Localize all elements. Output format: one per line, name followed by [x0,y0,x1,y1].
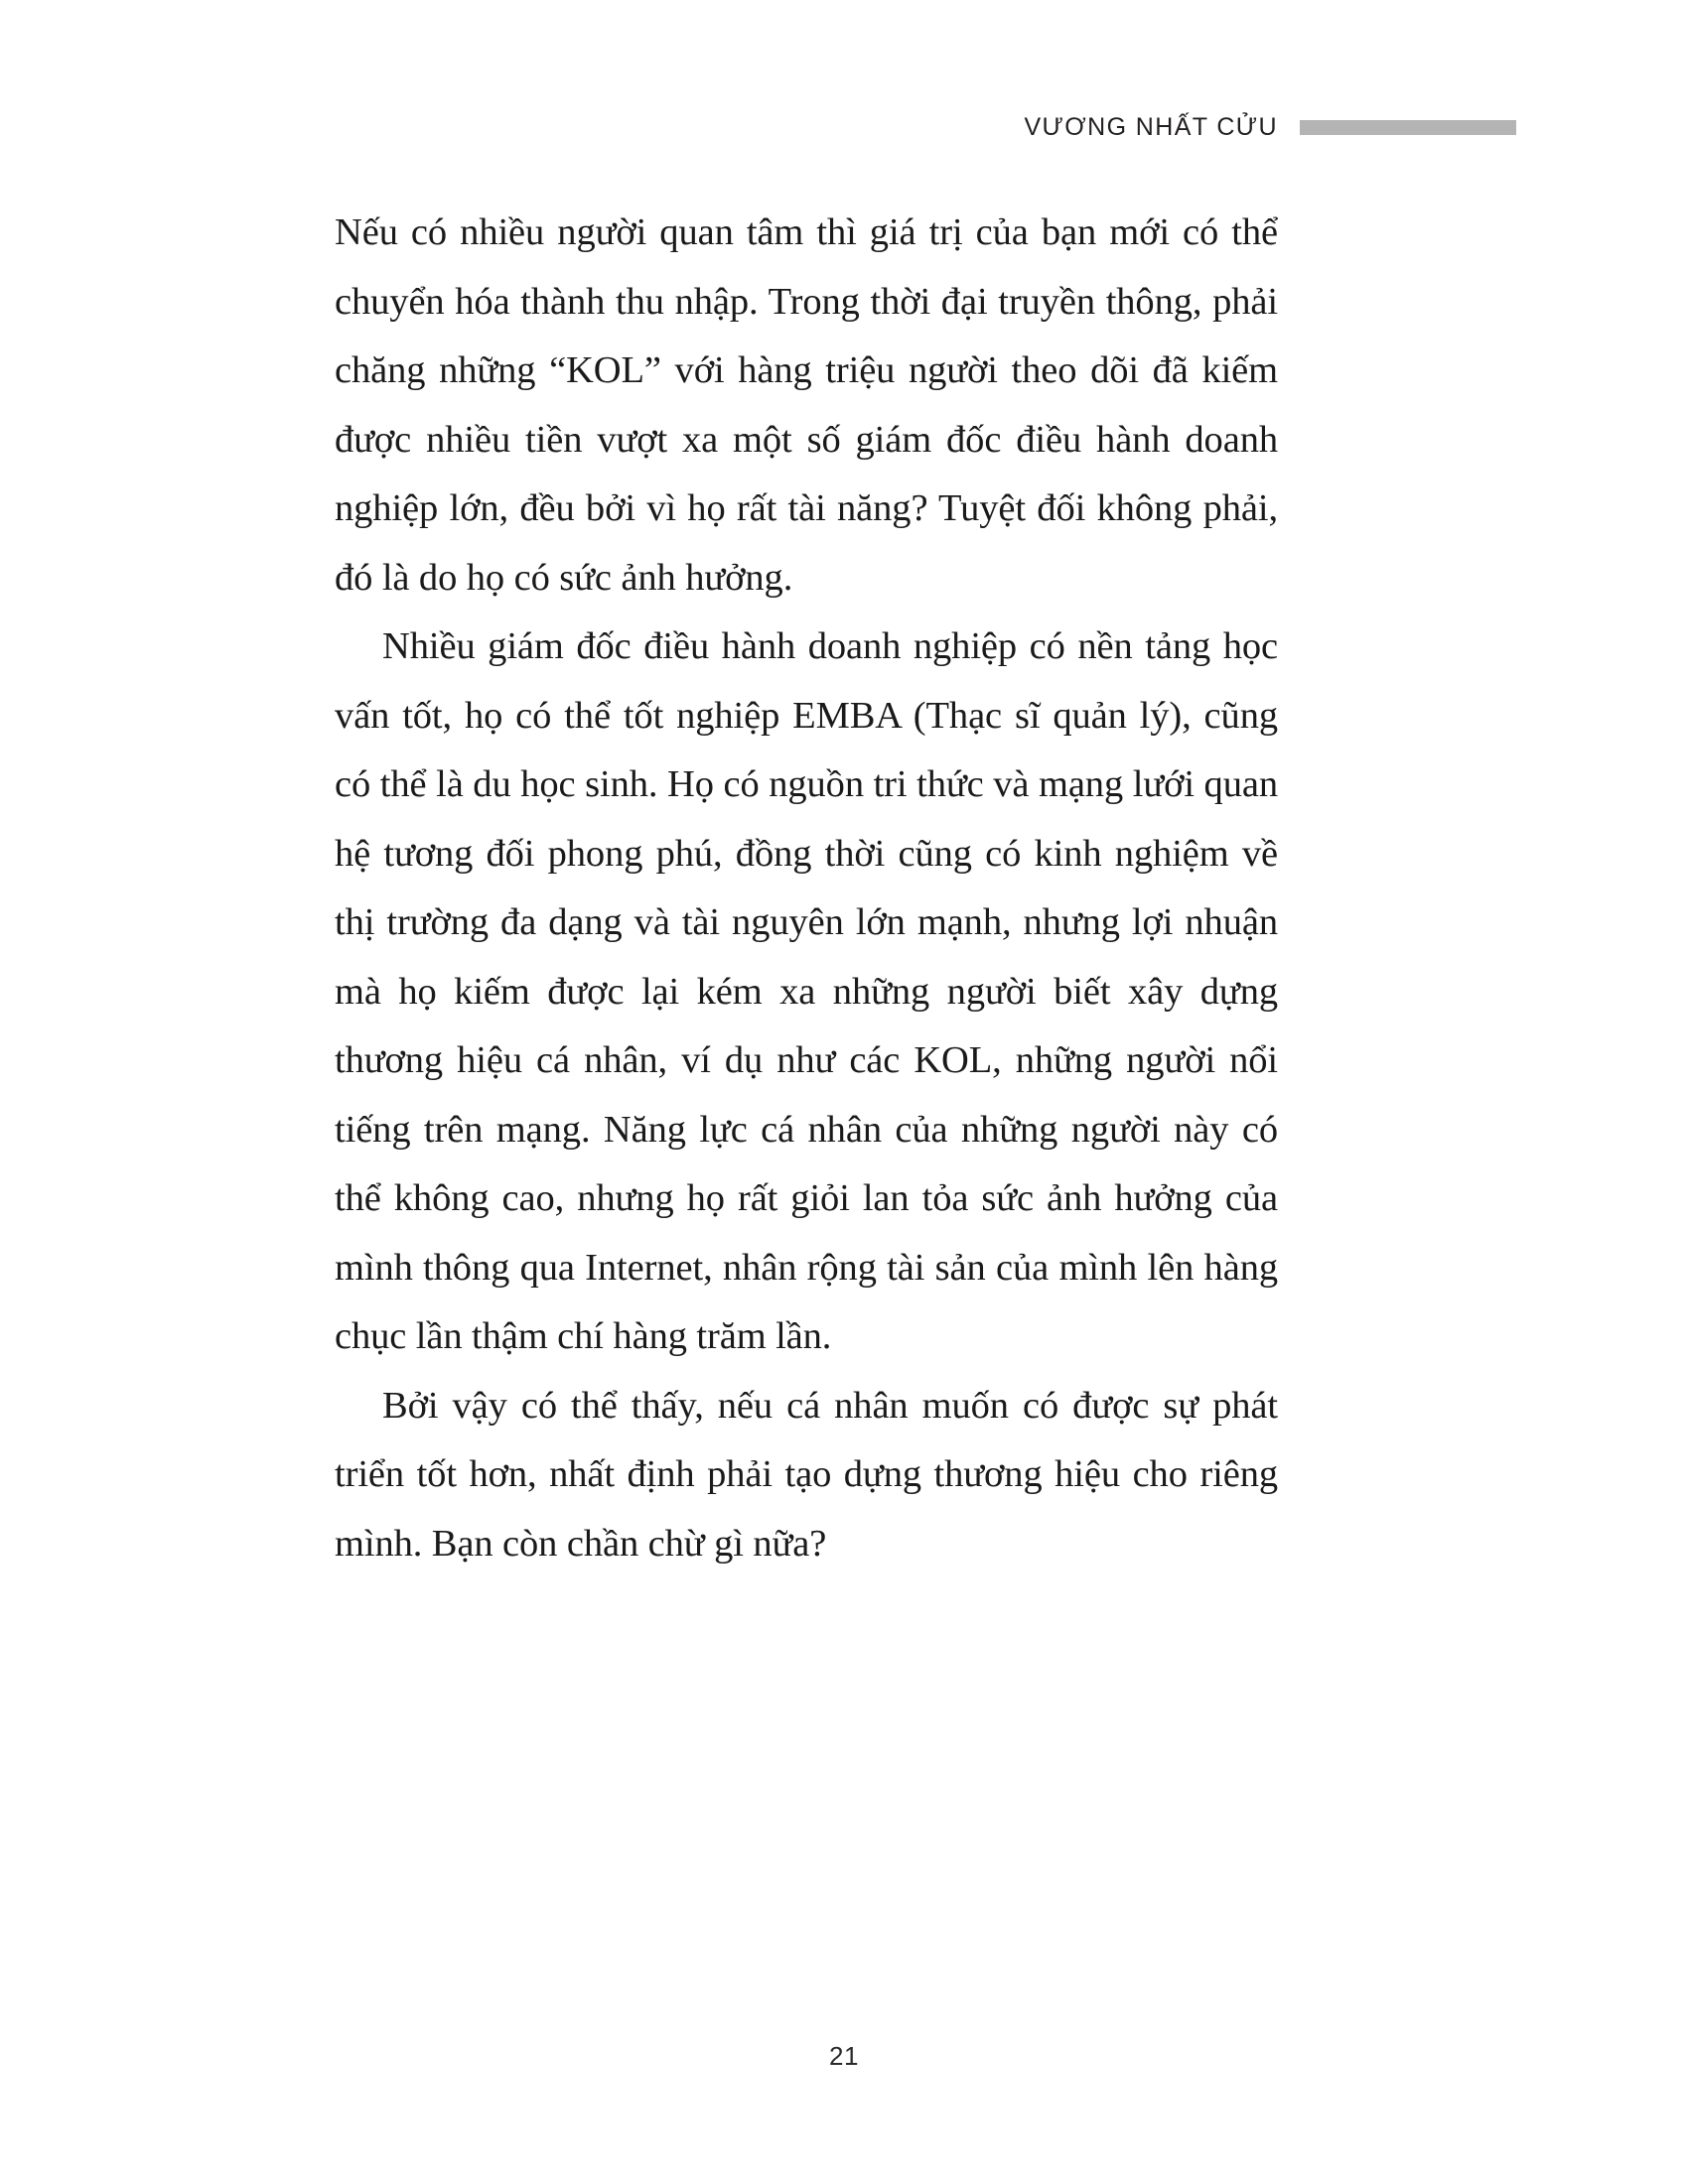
page-number: 21 [829,2041,859,2071]
running-head-author: VƯƠNG NHẤT CỬU [1024,112,1278,141]
running-head [335,107,1516,147]
body-text [335,199,1278,1578]
paragraph-3: Bởi vậy có thể thấy, nếu cá nhân muốn có được sự phát triển tốt hơn, nhất định phải tạo dựng thương hiệu cho riêng mình. Bạn còn chần chừ gì nữa? [335,1384,1278,1565]
running-head-rule [1300,120,1516,135]
paragraph-1: Nếu có nhiều người quan tâm thì giá trị của bạn mới có thể chuyển hóa thành thu nhập. Trong thời đại truyền thông, phải chăng những “KOL” với hàng triệu người theo dõi đã kiếm được nhiều tiền vượt xa một số giám đốc điều hành doanh nghiệp lớn, đều bởi vì họ rất tài năng? Tuyệt đối không phải, đó là do họ có sức ảnh hưởng. [335,211,1278,599]
paragraph-2: Nhiều giám đốc điều hành doanh nghiệp có nền tảng học vấn tốt, họ có thể tốt nghiệp EMBA (Thạc sĩ quản lý), cũng có thể là du học sinh. Họ có nguồn tri thức và mạng lưới quan hệ tương đối phong phú, đồng thời cũng có kinh nghiệm về thị trường đa dạng và tài nguyên lớn mạnh, nhưng lợi nhuận mà họ kiếm được lại kém xa những người biết xây dựng thương hiệu cá nhân, ví dụ như các KOL, những người nổi tiếng trên mạng. Năng lực cá nhân của những người này có thể không cao, nhưng họ rất giỏi lan tỏa sức ảnh hưởng của mình thông qua Internet, nhân rộng tài sản của mình lên hàng chục lần thậm chí hàng trăm lần. [335,625,1278,1357]
